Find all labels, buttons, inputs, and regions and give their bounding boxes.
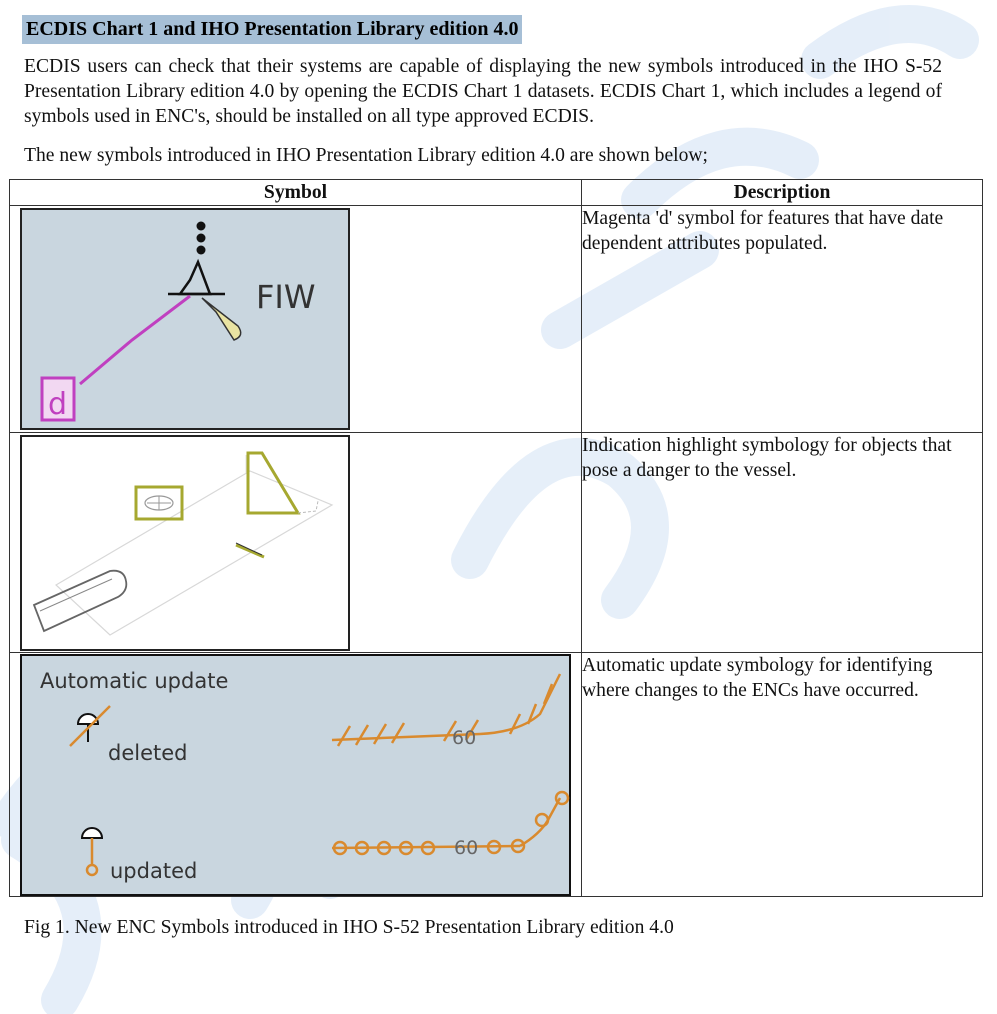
date-dependent-figure [20,208,350,430]
table-intro: The new symbols introduced in IHO Presentation Library edition 4.0 are shown below; [24,145,709,166]
description-cell: Automatic update symbology for identifying where changes to the ENCs have occurred. [582,653,983,897]
d-symbol-label: d [48,387,68,422]
automatic-update-label: Automatic update [40,669,229,693]
header-description: Description [582,180,983,206]
intro-paragraph: ECDIS users can check that their systems are capable of displaying the new symbols introduced in the IHO S-52 Presentation Library edition 4.0 by opening the ECDIS Chart 1 datasets. ECDIS Chart 1, which includes a legend of symbols used in ENC's, should be installed on all type approved ECDIS. [24,56,942,127]
automatic-update-figure [20,654,571,896]
figure-caption: Fig 1. New ENC Symbols introduced in IHO S-52 Presentation Library edition 4.0 [24,917,674,938]
symbols-table [9,179,983,897]
fiw-label: FIW [256,278,316,316]
table-row [10,653,983,897]
section-heading: ECDIS Chart 1 and IHO Presentation Library edition 4.0 [22,15,522,44]
description-cell: Magenta 'd' symbol for features that have date dependent attributes populated. [582,206,983,433]
header-symbol: Symbol [10,180,582,206]
depth-label-deleted: 60 [452,727,477,749]
depth-label-updated: 60 [454,837,479,859]
symbol-cell [10,206,582,433]
symbol-cell [10,653,582,897]
symbol-cell [10,433,582,653]
deleted-label: deleted [108,741,188,765]
table-row [10,206,983,433]
updated-label: updated [110,859,198,883]
description-cell: Indication highlight symbology for objects that pose a danger to the vessel. [582,433,983,653]
table-row [10,433,983,653]
danger-highlight-figure [20,435,350,651]
